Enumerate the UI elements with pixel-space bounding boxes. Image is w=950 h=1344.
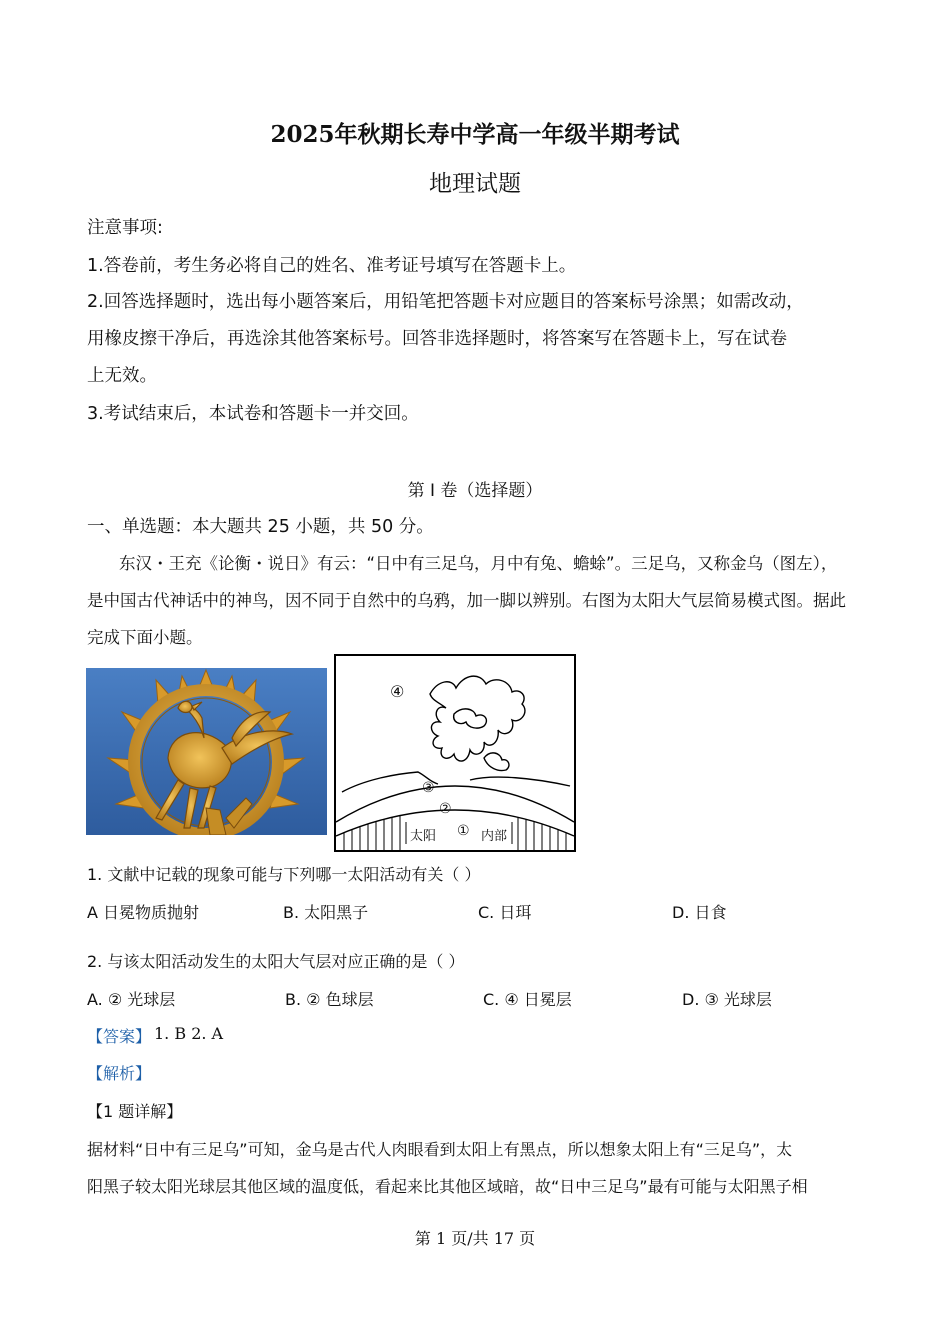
page-number: 第 1 页/共 17 页 — [414, 1229, 536, 1248]
diagram-label-4: ④ — [390, 682, 405, 701]
question-2-option-b: B. ② 色球层 — [285, 990, 374, 1009]
question-1-stem: 1. 文献中记载的现象可能与下列哪一太阳活动有关（ ） — [87, 865, 481, 884]
notice-item-2-line-2: 用橡皮擦干净后，再选涂其他答案标号。回答非选择题时，将答案写在答题卡上，写在试卷 — [87, 329, 787, 349]
question-2-option-d: D. ③ 光球层 — [682, 990, 772, 1009]
notice-heading: 注意事项: — [87, 218, 163, 238]
diagram-label-3: ③ — [422, 780, 435, 796]
detail-line-1: 据材料“日中有三足乌”可知，金乌是古代人肉眼看到太阳上有黑点，所以想象太阳上有“三足乌”，太 — [87, 1140, 793, 1159]
diagram-label-2: ② — [439, 801, 452, 817]
part-heading: 一、单选题：本大题共 25 小题，共 50 分。 — [87, 517, 434, 537]
question-1-option-a: A 日冕物质抛射 — [87, 903, 200, 922]
solar-atmosphere-diagram — [334, 654, 576, 852]
analysis-label: 【解析】 — [87, 1064, 152, 1083]
answer-label: 【答案】 — [87, 1027, 152, 1046]
passage-line-3: 完成下面小题。 — [87, 628, 203, 647]
question-1-option-c: C. 日珥 — [478, 903, 532, 922]
question-2-option-c: C. ④ 日冕层 — [483, 990, 572, 1009]
exam-title: 2025年秋期长寿中学高一年级半期考试 — [270, 121, 680, 148]
notice-item-2-line-1: 2.回答选择题时，选出每小题答案后，用铅笔把答题卡对应题目的答案标号涂黑；如需改动， — [87, 292, 804, 312]
passage-line-2: 是中国古代神话中的神鸟，因不同于自然中的乌鸦，加一脚以辨别。右图为太阳大气层简易模式图。据此 — [87, 591, 846, 610]
exam-subtitle: 地理试题 — [429, 171, 521, 197]
question-2-stem: 2. 与该太阳活动发生的太阳大气层对应正确的是（ ） — [87, 952, 465, 971]
answer-text: 1. B 2. A — [154, 1024, 224, 1043]
diagram-label-1: ① — [457, 823, 470, 839]
diagram-label-interior: 内部 — [481, 829, 508, 844]
question-1-option-b: B. 太阳黑子 — [283, 903, 369, 922]
notice-item-1: 1.答卷前，考生务必将自己的姓名、准考证号填写在答题卡上。 — [87, 256, 577, 276]
detail-line-2: 阳黑子较太阳光球层其他区域的温度低，看起来比其他区域暗，故“日中三足乌”最有可能与太阳黑子相 — [87, 1177, 808, 1196]
question-1-option-d: D. 日食 — [672, 903, 727, 922]
detail-label: 【1 题详解】 — [87, 1102, 183, 1121]
notice-item-2-line-3: 上无效。 — [87, 366, 157, 386]
question-2-option-a: A. ② 光球层 — [87, 990, 176, 1009]
passage-line-1: 东汉・王充《论衡・说日》有云：“日中有三足乌，月中有兔、蟾蜍”。三足乌，又称金乌（图左）， — [119, 554, 838, 573]
volume-title: 第 I 卷（选择题） — [407, 481, 543, 501]
diagram-label-sun: 太阳 — [410, 829, 437, 844]
golden-crow-image — [86, 668, 327, 835]
notice-item-3: 3.考试结束后，本试卷和答题卡一并交回。 — [87, 404, 419, 424]
